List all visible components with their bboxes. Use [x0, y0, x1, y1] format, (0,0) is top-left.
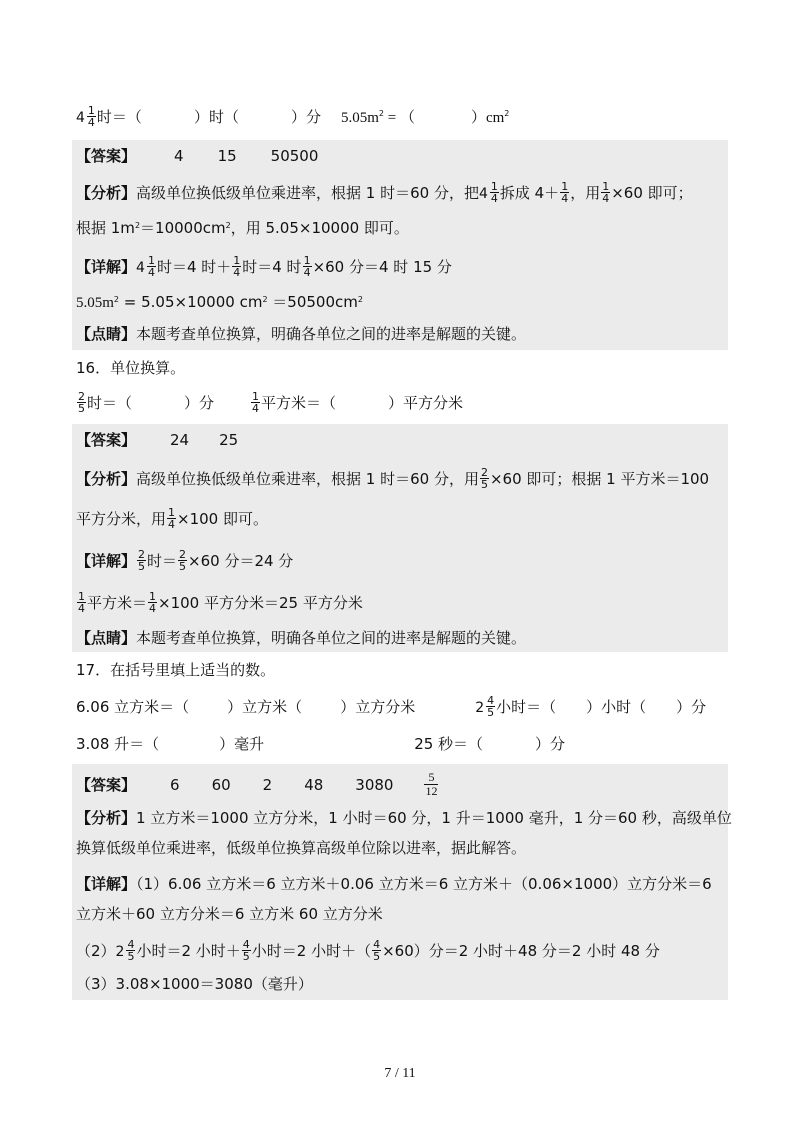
p16-analysis-line2: 平方分米，用 $\frac{1}{4}$ ×100 即可。	[76, 506, 268, 531]
p16-answer: 【答案】 24 25	[76, 431, 239, 449]
page-number: 7 / 11	[384, 1066, 416, 1081]
p16-analysis: 【分析】高级单位换低级单位乘进率，根据 1 时＝60 分，用 $\frac{2}{5}$ ×60 即可；根据 1 平方米＝100	[76, 466, 710, 491]
p15-detail-line2: $5.05m^2 = 5.05\times 10000$ $cm^2 =50500cm^2$	[76, 293, 363, 311]
p17-analysis-line2: 换算低级单位乘进率，低级单位换算高级单位除以进率，据此解答。	[76, 839, 527, 857]
p17-title: 17．在括号里填上适当的数。	[76, 661, 276, 679]
p16-solution-box	[72, 424, 728, 652]
p15-question: 4 $\frac{1}{4}$ 时＝（ ）时（ ）分 $5.05m^2$ = （ ）$cm^2$	[76, 104, 510, 129]
p15-detail: 【详解】4 $\frac{1}{4}$ 时＝4 时＋ $\frac{1}{4}$ 时＝4 时 $\frac{1}{4}$ ×60 分＝4 时 15 分	[76, 254, 452, 279]
p17-detail-line4: （3）3.08×1000＝3080（毫升）	[76, 975, 313, 993]
p16-question: $\frac{2}{5}$ 时＝（ ）分 $\frac{1}{4}$ 平方米＝（ ）平方分米	[78, 390, 464, 415]
p17-answer: 【答案】 6 60 2 48 3080 $\frac{5}{12}$	[76, 770, 438, 798]
p16-title: 16．单位换算。	[76, 359, 186, 377]
p15-answer: 【答案】 4 15 50500	[76, 147, 319, 165]
p17-detail: 【详解】（1）6.06 立方米＝6 立方米＋0.06 立方米＝6 立方米＋（0.06×1000）立方分米＝6	[76, 875, 712, 893]
p16-comment: 【点睛】本题考查单位换算，明确各单位之间的进率是解题的关键。	[76, 629, 527, 647]
p17-detail-line3: （2）2 $\frac{4}{5}$ 小时＝2 小时＋ $\frac{4}{5}$ 小时＝2 小时＋（ $\frac{4}{5}$ ×60）分＝2 小时＋48 分＝2 小时 48 分	[76, 938, 660, 963]
fraction: $\frac{1}{4}$	[87, 104, 95, 129]
p17-question-row2: 3.08 升＝（ ）毫升 25 秒＝（ ）分	[76, 735, 566, 753]
p15-solution-box	[72, 140, 728, 350]
p15-analysis-line2: 根据 $1m^2=10000cm^2$，用 5.05×10000 即可。	[76, 219, 409, 237]
p16-detail-line2: $\frac{1}{4}$ 平方米＝ $\frac{1}{4}$ ×100 平方分米＝25 平方分米	[78, 590, 363, 615]
p17-question-row1: 6.06 立方米＝（ ）立方米（ ）立方分米 2 $\frac{4}{5}$ 小时＝（ ）小时（ ）分	[76, 694, 707, 719]
p15-analysis: 【分析】高级单位换低级单位乘进率，根据 1 时＝60 分，把4 $\frac{1}{4}$ 拆成 4＋ $\frac{1}{4}$ ，用 $\frac{1}{4}$ ×60 即可；	[76, 180, 693, 205]
p16-detail: 【详解】 $\frac{2}{5}$ 时＝ $\frac{2}{5}$ ×60 分＝24 分	[76, 548, 294, 573]
p17-detail-line2: 立方米＋60 立方分米＝6 立方米 60 立方分米	[76, 905, 383, 923]
p15-comment: 【点睛】本题考查单位换算，明确各单位之间的进率是解题的关键。	[76, 325, 527, 343]
p17-analysis: 【分析】1 立方米＝1000 立方分米，1 小时＝60 分，1 升＝1000 毫升，1 分＝60 秒，高级单位	[76, 809, 732, 827]
